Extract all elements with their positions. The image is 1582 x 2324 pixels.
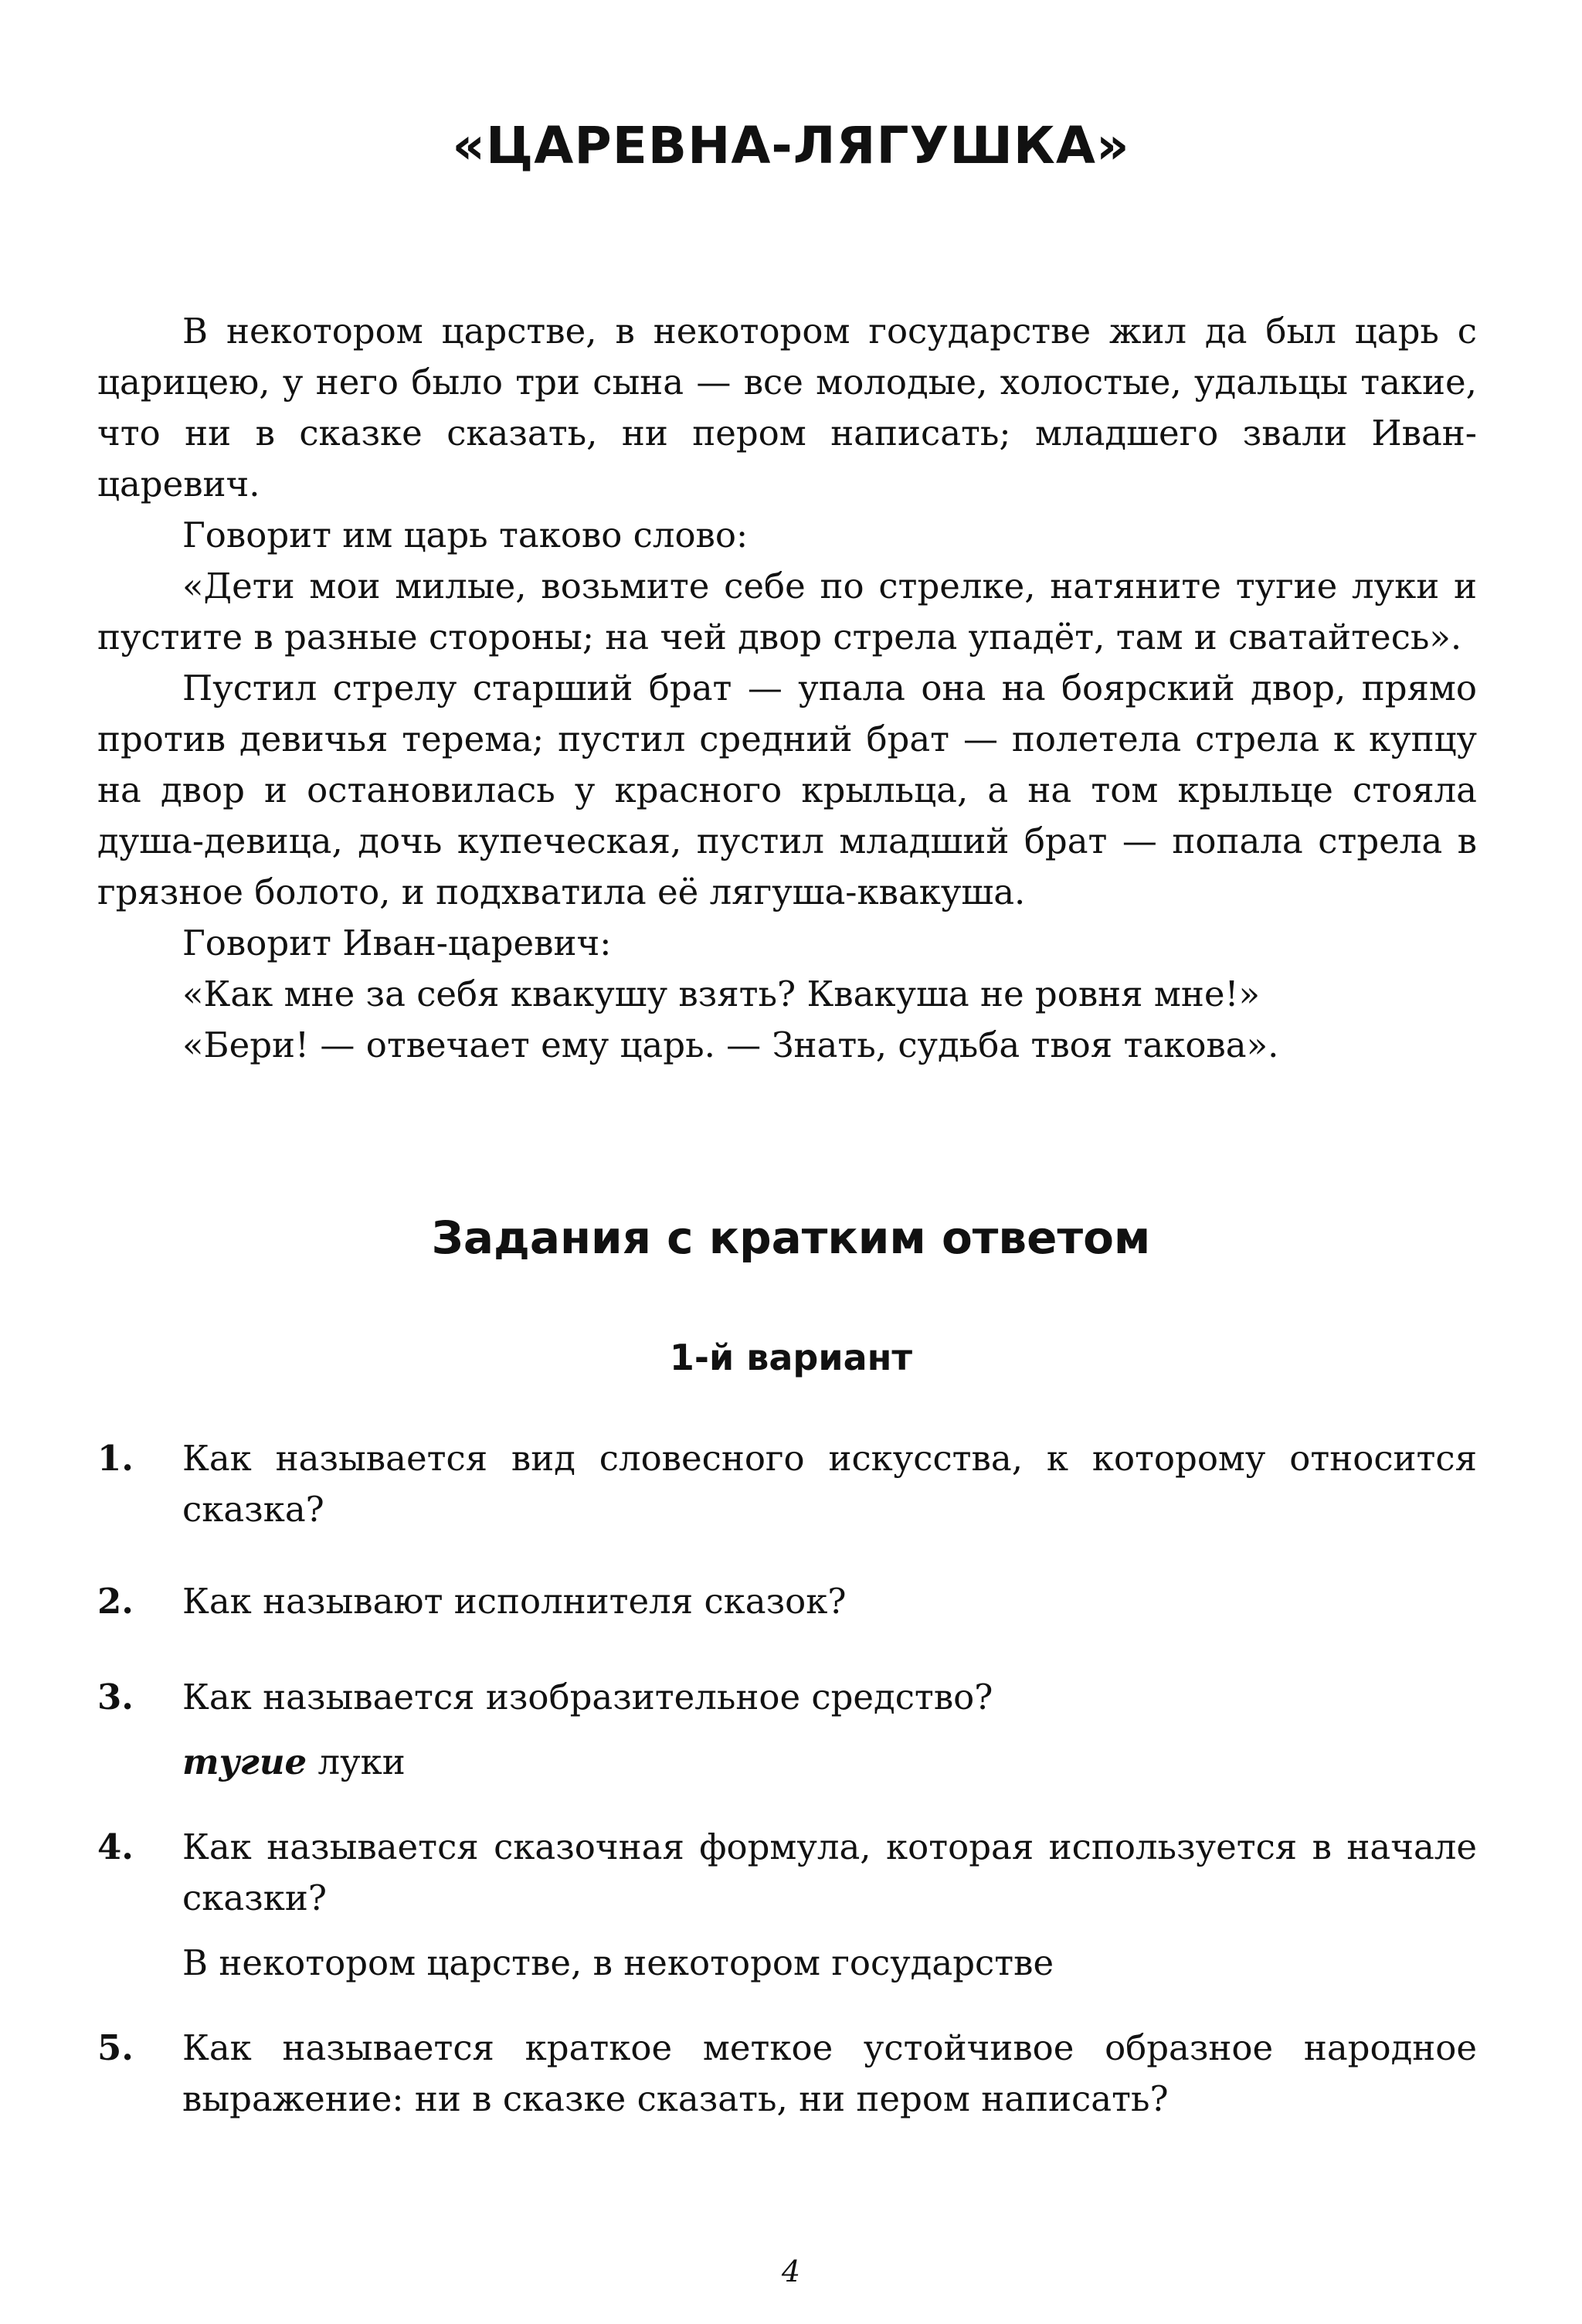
task-number: 4. [97,1826,134,1867]
task-example-text: луки [307,1741,406,1782]
task-question: Как называется вид словесного искусства, к которому относится сказка? [182,1438,1477,1530]
story-excerpt [97,306,1477,1071]
task-item-2 [97,1576,1477,1627]
task-number: 5. [97,2027,134,2068]
task-item-5 [97,2023,1477,2125]
task-number: 1. [97,1438,134,1479]
story-paragraph: Говорит Иван-царевич: [182,922,612,963]
task-example: В некотором царстве, в некотором государстве [182,1942,1054,1983]
task-number: 3. [97,1677,134,1718]
task-example [182,1737,1477,1788]
page-number: 4 [781,2254,801,2288]
task-item-3 [97,1672,1477,1788]
story-paragraph: В некотором царстве, в некотором государстве жил да был царь с царицею, у него было три сына — все молодые, холостые, удальцы такие, что ни в сказке сказать, ни пером написать; младшего звали Иван-царевич. [97,311,1477,505]
story-paragraph: «Бери! — отвечает ему царь. — Знать, судьба твоя такова». [182,1024,1279,1065]
story-paragraph: Пустил стрелу старший брат — упала она на боярский двор, прямо против девичья терема; пустил средний брат — полетела стрела к купцу на двор и остановилась у красного крыльца, а на том крыльце стояла душа-девица, дочь купеческая, пустил младший брат — попала стрела в грязное болото, и подхватила её лягуша-квакуша. [97,668,1477,912]
variant-title: 1-й вариант [669,1337,913,1378]
task-question: Как называется сказочная формула, которая используется в начале сказки? [182,1826,1477,1918]
task-question: Как называется краткое меткое устойчивое образное народное выражение: ни в сказке сказать, ни пером написать? [182,2027,1477,2119]
story-paragraph: «Дети мои милые, возьмите себе по стрелке, натяните тугие луки и пустите в разные стороны; на чей двор стрела упадёт, там и сватайтесь». [97,566,1477,657]
task-question: Как называют исполнителя сказок? [182,1581,847,1622]
task-question: Как называется изобразительное средство? [182,1677,993,1718]
story-paragraph: Говорит им царь таково слово: [182,515,749,556]
task-item-4 [97,1822,1477,1989]
task-item-1 [97,1433,1477,1535]
story-paragraph: «Как мне за себя квакушу взять? Квакуша не ровня мне!» [182,973,1261,1014]
task-number: 2. [97,1581,134,1622]
section-title: Задания с кратким ответом [431,1211,1151,1264]
task-example-highlight: тугие [182,1741,307,1782]
page-title: «ЦАРЕВНА-ЛЯГУШКА» [452,116,1130,175]
